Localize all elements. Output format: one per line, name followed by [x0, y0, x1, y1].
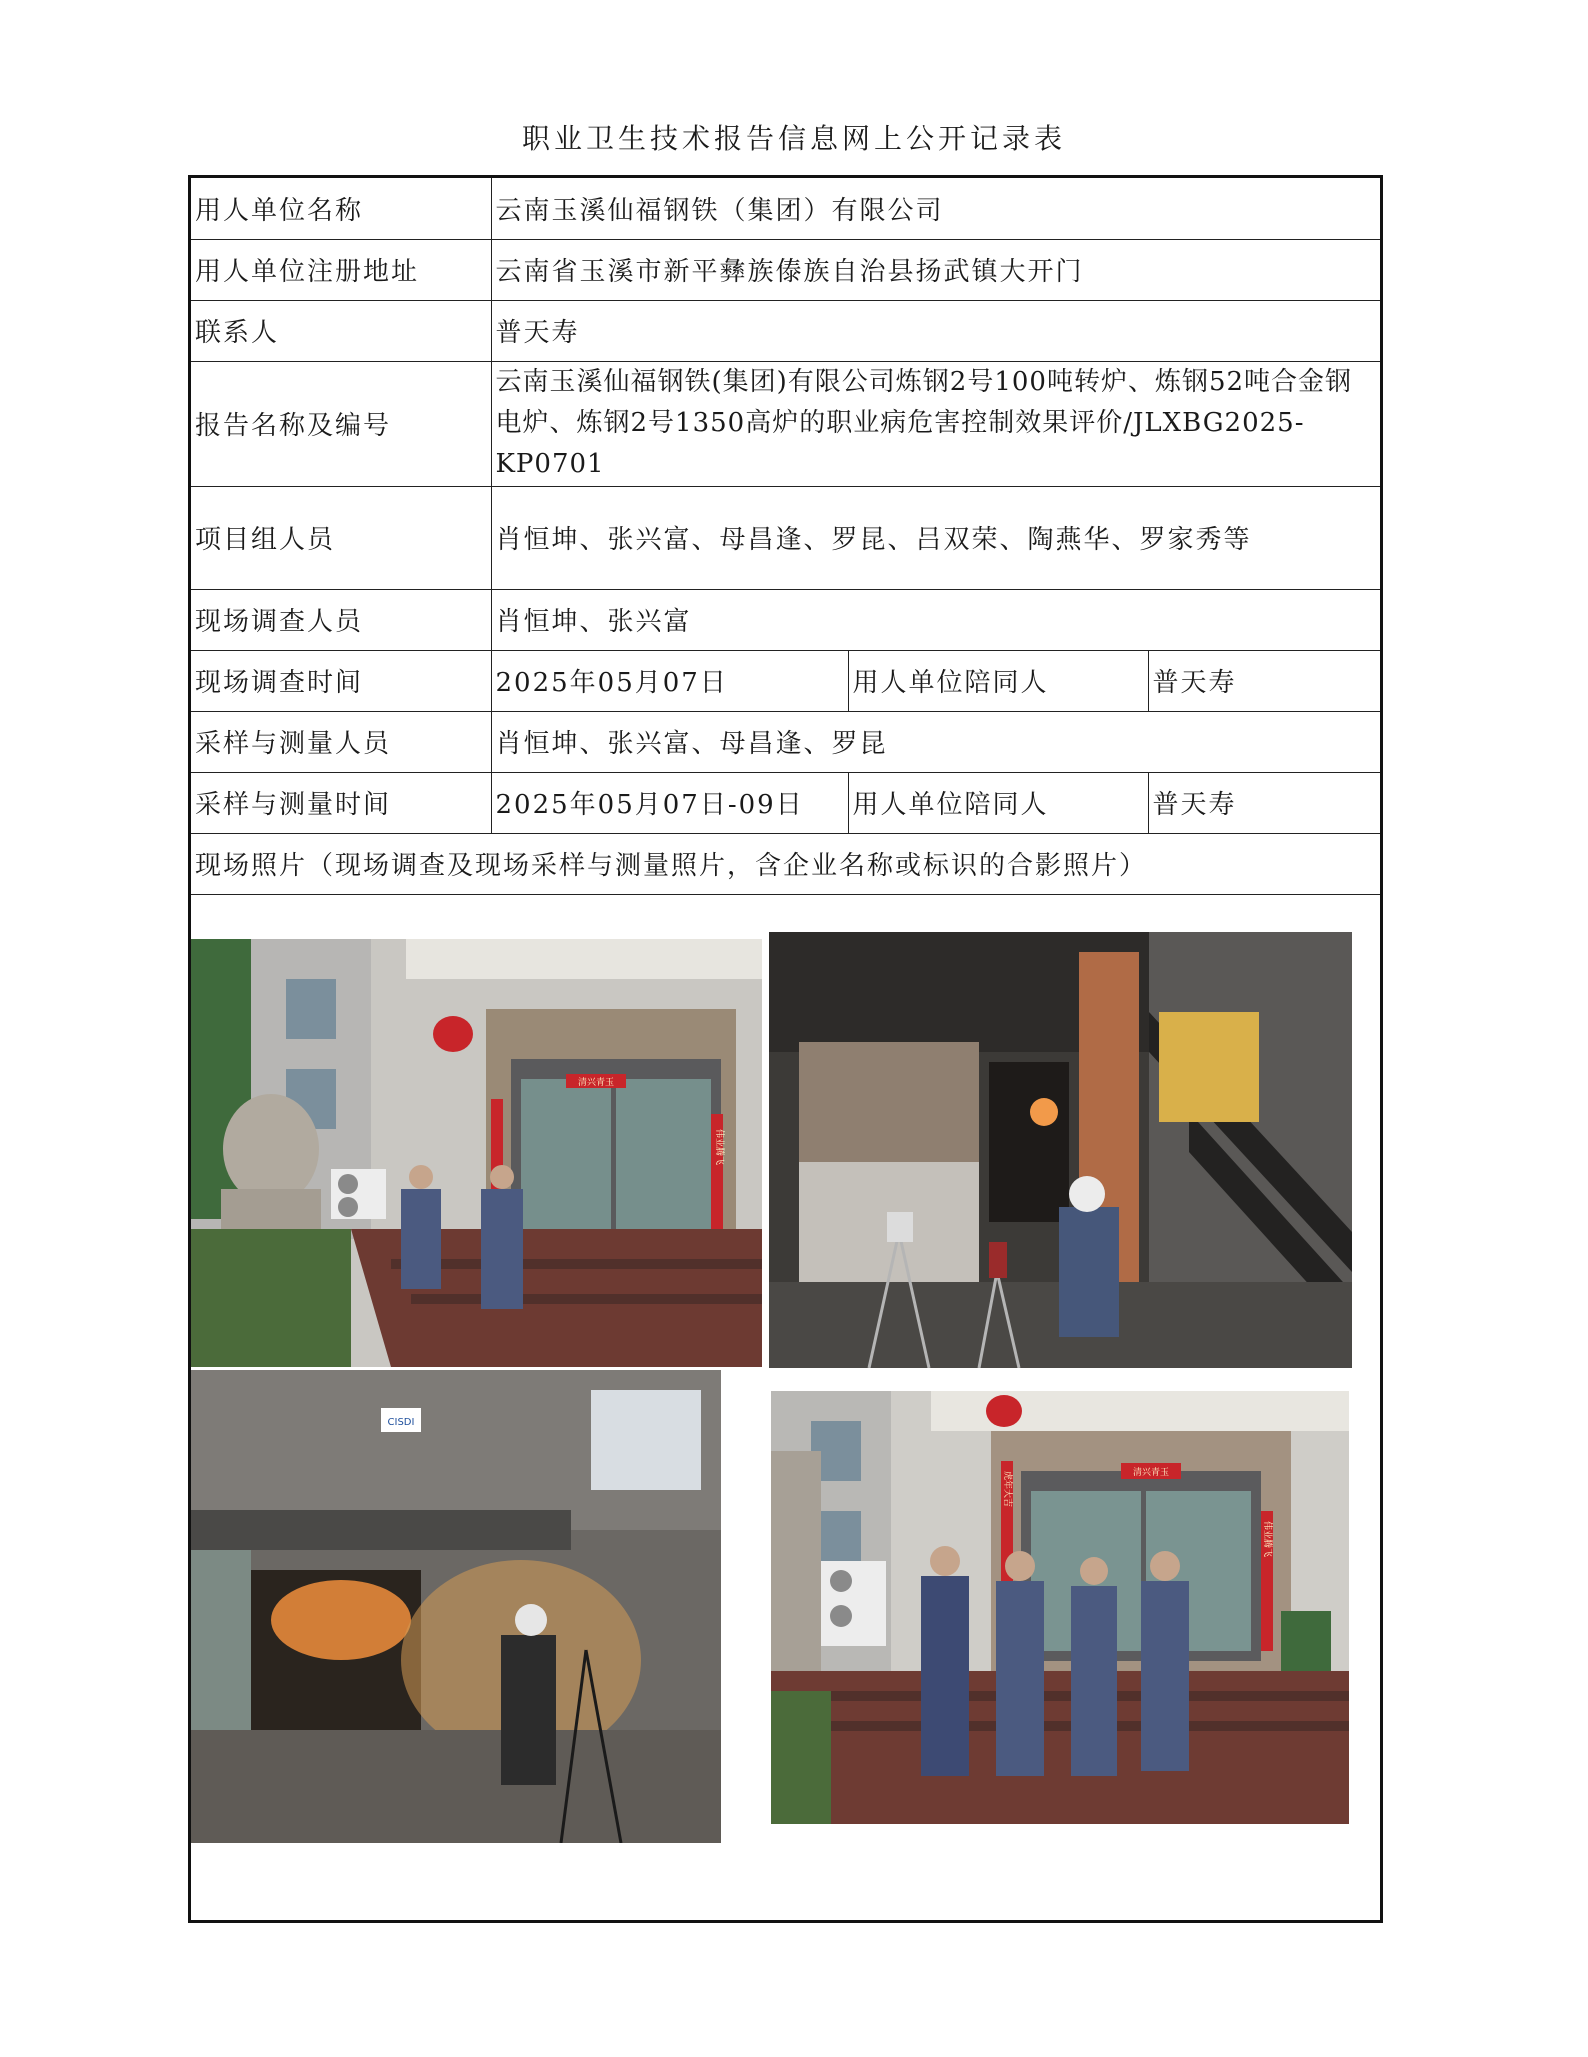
- value-sampling-staff: 肖恒坤、张兴富、母昌逢、罗昆: [491, 711, 1380, 772]
- label-report: 报告名称及编号: [191, 361, 491, 486]
- label-sampling-time: 采样与测量时间: [191, 772, 491, 833]
- label-survey-time: 现场调查时间: [191, 650, 491, 711]
- photo-converter-measurement: [769, 932, 1352, 1368]
- row-survey-staff: [191, 589, 1380, 650]
- row-team: [191, 486, 1380, 589]
- photo-furnace-plant: [191, 1370, 721, 1843]
- record-table: [191, 178, 1380, 895]
- row-photos-header: [191, 833, 1380, 894]
- page-title: 职业卫生技术报告信息网上公开记录表: [521, 122, 1066, 155]
- company-logo-text: CISDI: [387, 1416, 415, 1428]
- value-survey-time: 2025年05月07日: [491, 650, 848, 711]
- value-sampling-escort: 普天寿: [1148, 772, 1380, 833]
- door-plaque-text: 清兴青玉: [577, 1077, 615, 1088]
- row-report: [191, 361, 1380, 486]
- label-employer-address: 用人单位注册地址: [191, 239, 491, 300]
- label-survey-escort: 用人单位陪同人: [848, 650, 1148, 711]
- door-plaque-text-2: 清兴青玉: [1132, 1467, 1170, 1478]
- record-form: [188, 175, 1383, 1923]
- value-survey-staff: 肖恒坤、张兴富: [491, 589, 1380, 650]
- value-survey-escort: 普天寿: [1148, 650, 1380, 711]
- value-report: 云南玉溪仙福钢铁(集团)有限公司炼钢2号100吨转炉、炼钢52吨合金钢电炉、炼钢2号1350高炉的职业病危害控制效果评价/JLXBG2025-KP0701: [491, 361, 1380, 486]
- value-contact: 普天寿: [491, 300, 1380, 361]
- label-contact: 联系人: [191, 300, 491, 361]
- couplet-right-text-2: 伟业腾飞: [1262, 1520, 1272, 1557]
- row-survey-time: [191, 650, 1380, 711]
- value-team: 肖恒坤、张兴富、母昌逢、罗昆、吕双荣、陶燕华、罗家秀等: [491, 486, 1380, 589]
- couplet-right-text: 伟业腾飞: [714, 1128, 724, 1165]
- photo-group-entrance: [771, 1391, 1349, 1824]
- couplet-left-text: 虎年大吉: [1002, 1470, 1012, 1507]
- value-employer-address: 云南省玉溪市新平彝族傣族自治县扬武镇大开门: [491, 239, 1380, 300]
- label-sampling-escort: 用人单位陪同人: [848, 772, 1148, 833]
- value-sampling-time: 2025年05月07日-09日: [491, 772, 848, 833]
- row-employer-name: [191, 178, 1380, 239]
- photo-area: [191, 895, 1380, 1937]
- label-employer-name: 用人单位名称: [191, 178, 491, 239]
- value-employer-name: 云南玉溪仙福钢铁（集团）有限公司: [491, 178, 1380, 239]
- row-sampling-staff: [191, 711, 1380, 772]
- label-sampling-staff: 采样与测量人员: [191, 711, 491, 772]
- label-team: 项目组人员: [191, 486, 491, 589]
- row-employer-address: [191, 239, 1380, 300]
- label-survey-staff: 现场调查人员: [191, 589, 491, 650]
- row-sampling-time: [191, 772, 1380, 833]
- photos-header: 现场照片（现场调查及现场采样与测量照片，含企业名称或标识的合影照片）: [191, 833, 1380, 894]
- photo-office-entrance: [191, 939, 762, 1367]
- row-contact: [191, 300, 1380, 361]
